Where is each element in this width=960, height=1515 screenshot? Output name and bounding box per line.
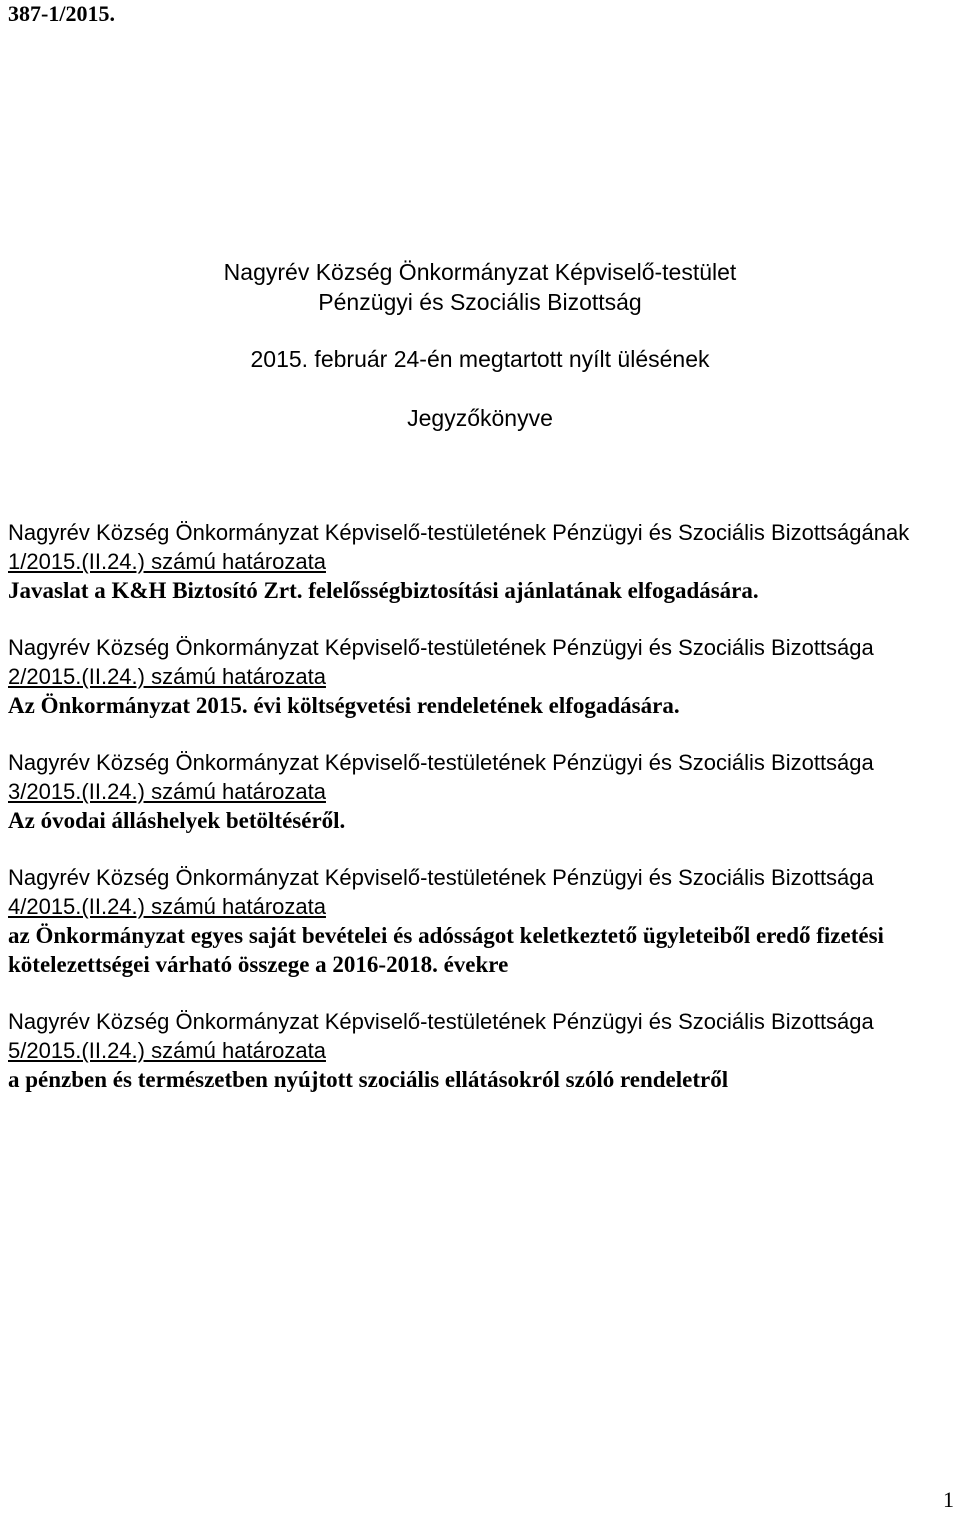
resolution-subject: a pénzben és természetben nyújtott szociális ellátásokról szóló rendeletről	[8, 1067, 729, 1092]
resolution-section	[8, 633, 953, 720]
resolution-section	[8, 863, 953, 979]
resolutions-list	[8, 518, 953, 1094]
header-council-name: Nagyrév Község Önkormányzat Képviselő-testület	[223, 259, 737, 285]
resolution-subject: Az Önkormányzat 2015. évi költségvetési rendeletének elfogadására.	[8, 693, 680, 718]
header-meeting-line: 2015. február 24-én megtartott nyílt ülésének	[250, 346, 710, 372]
resolution-number: 4/2015.(II.24.) számú határozata	[8, 894, 326, 919]
resolution-subject: az Önkormányzat egyes saját bevételei és adósságot keletkeztető ügyleteiből eredő fizetési kötelezettségei várható összege a 2016-2018. évekre	[8, 923, 884, 977]
committee-name: Nagyrév Község Önkormányzat Képviselő-testületének Pénzügyi és Szociális Bizottsága	[8, 865, 874, 890]
resolution-subject: Javaslat a K&H Biztosító Zrt. felelősségbiztosítási ajánlatának elfogadására.	[8, 578, 759, 603]
document-title: Jegyzőkönyve	[407, 405, 553, 431]
resolution-subject: Az óvodai álláshelyek betöltéséről.	[8, 808, 346, 833]
resolution-section	[8, 748, 953, 835]
committee-name: Nagyrév Község Önkormányzat Képviselő-testületének Pénzügyi és Szociális Bizottsága	[8, 635, 874, 660]
header-committee-name: Pénzügyi és Szociális Bizottság	[318, 289, 642, 315]
committee-name: Nagyrév Község Önkormányzat Képviselő-testületének Pénzügyi és Szociális Bizottsága	[8, 1009, 874, 1034]
committee-name: Nagyrév Község Önkormányzat Képviselő-testületének Pénzügyi és Szociális Bizottságának	[8, 520, 910, 545]
resolution-number: 5/2015.(II.24.) számú határozata	[8, 1038, 326, 1063]
resolution-number: 2/2015.(II.24.) számú határozata	[8, 664, 326, 689]
resolution-section	[8, 1007, 953, 1094]
committee-name: Nagyrév Község Önkormányzat Képviselő-testületének Pénzügyi és Szociális Bizottsága	[8, 750, 874, 775]
resolution-number: 1/2015.(II.24.) számú határozata	[8, 549, 326, 574]
resolution-number: 3/2015.(II.24.) számú határozata	[8, 779, 326, 804]
document-reference-number: 387-1/2015.	[8, 1, 115, 26]
page-number: 1	[943, 1487, 954, 1512]
resolution-section	[8, 518, 953, 605]
